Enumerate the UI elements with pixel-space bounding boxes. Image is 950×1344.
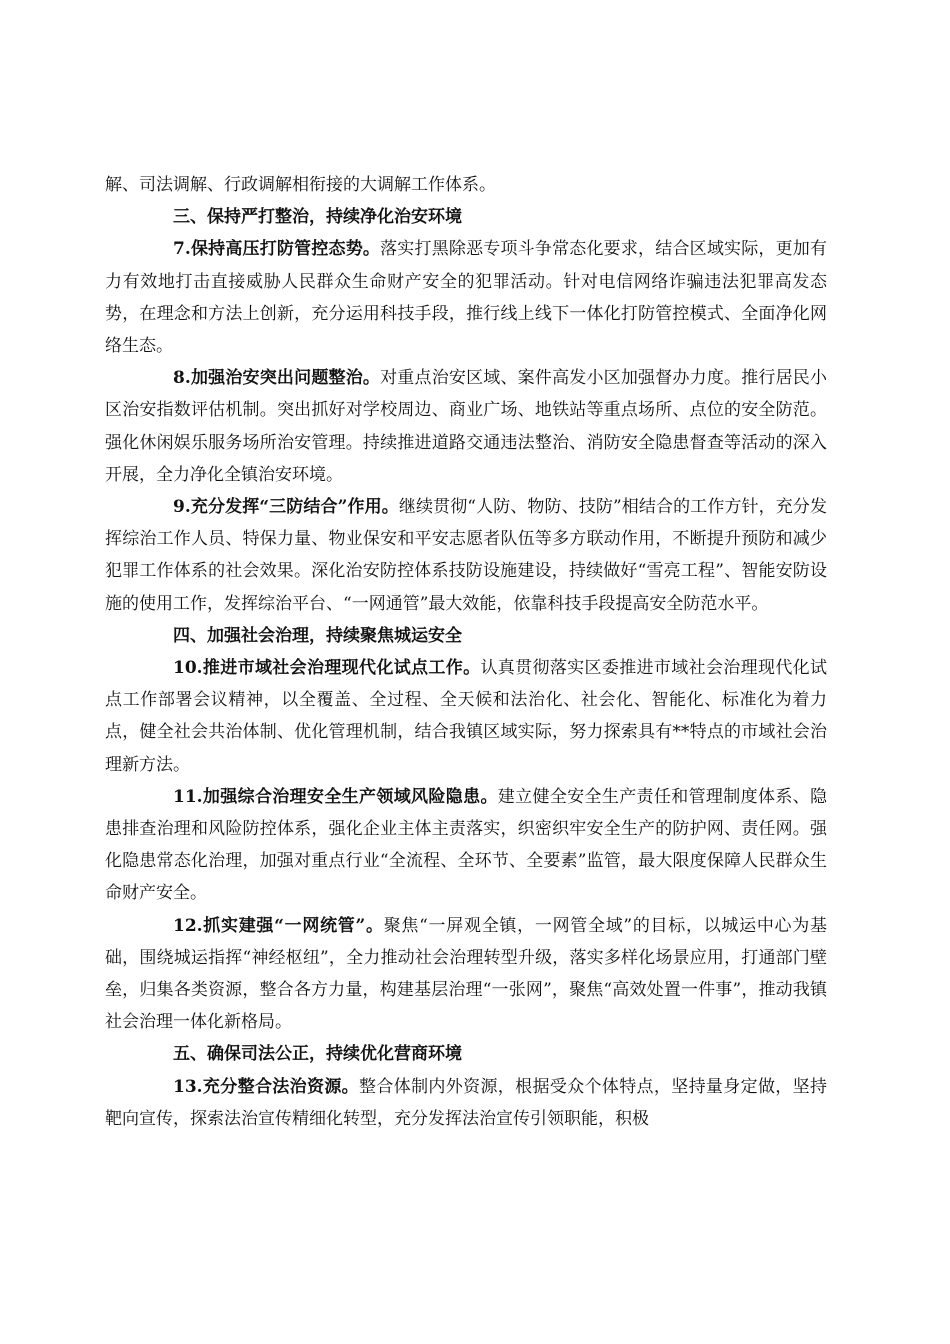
paragraph-item-9 (105, 491, 827, 620)
item-8-body: 对重点治安区域、案件高发小区加强督办力度。推行居民小区治安指数评估机制。突出抓好对学校周边、商业广场、地铁站等重点场所、点位的安全防范。强化休闲娱乐服务场所治安管理。持续推进道路交通违法整治、消防安全隐患督查等活动的深入开展，全力净化全镇治安环境。 (105, 368, 828, 485)
document-body (105, 169, 827, 1135)
item-12-body: 聚焦“一屏观全镇，一网管全域”的目标，以城运中心为基础，围绕城运指挥“神经枢纽”，全力推动社会治理转型升级，落实多样化场景应用，打通部门壁垒，归集各类资源，整合各方力量，构建基层治理“一张网”，聚焦“高效处置一件事”，推动我镇社会治理一体化新格局。 (105, 915, 827, 1033)
item-8-lead: 8.加强治安突出问题整治。 (173, 368, 381, 389)
section-heading-3: 三、保持严打整治，持续净化治安环境 (173, 207, 462, 228)
item-7-body: 落实打黑除恶专项斗争常态化要求，结合区域实际，更加有力有效地打击直接威胁人民群众生命财产安全的犯罪活动。针对电信网络诈骗违法犯罪高发态势，在理念和方法上创新，充分运用科技手段，推行线上线下一体化打防管控模式、全面净化网络生态。 (105, 239, 828, 357)
item-11-lead: 11.加强综合治理安全生产领域风险隐患。 (173, 786, 498, 807)
paragraph-item-8 (105, 362, 827, 491)
item-7-lead: 7.保持高压打防管控态势。 (173, 239, 381, 260)
paragraph-item-7 (105, 233, 827, 362)
paragraph-item-11 (105, 781, 827, 910)
section-heading-5: 五、确保司法公正，持续优化营商环境 (173, 1044, 462, 1065)
item-10-lead: 10.推进市域社会治理现代化试点工作。 (173, 658, 481, 679)
paragraph-item-13 (105, 1071, 827, 1135)
item-10-body: 认真贯彻落实区委推进市域社会治理现代化试点工作部署会议精神，以全覆盖、全过程、全天候和法治化、社会化、智能化、标准化为着力点，健全社会共治体制、优化管理机制，结合我镇区域实际，努力探索具有**特点的市域社会治理新方法。 (105, 658, 828, 775)
paragraph-item-10 (105, 652, 827, 781)
item-9-body: 继续贯彻“人防、物防、技防”相结合的工作方针，充分发挥综治工作人员、特保力量、物业保安和平安志愿者队伍等多方联动作用，不断提升预防和减少犯罪工作体系的社会效果。深化治安防控体系技防设施建设，持续做好“雪亮工程”、智能安防设施的使用工作，发挥综治平台、“一网通管”最大效能，依靠科技手段提高安全防范水平。 (105, 497, 827, 614)
item-9-lead: 9.充分发挥“三防结合”作用。 (173, 497, 399, 518)
continuation-paragraph: 解、司法调解、行政调解相衔接的大调解工作体系。 (105, 175, 496, 195)
paragraph-item-12 (105, 910, 827, 1039)
item-13-body: 整合体制内外资源，根据受众个体特点，坚持量身定做，坚持靶向宣传，探索法治宣传精细化转型，充分发挥法治宣传引领职能，积极 (105, 1076, 828, 1129)
item-13-lead: 13.充分整合法治资源。 (173, 1076, 360, 1097)
section-heading-4: 四、加强社会治理，持续聚焦城运安全 (173, 625, 462, 646)
item-11-body: 建立健全安全生产责任和管理制度体系、隐患排查治理和风险防控体系，强化企业主体主责落实，织密织牢安全生产的防护网、责任网。强化隐患常态化治理，加强对重点行业“全流程、全环节、全要素”监管，最大限度保障人民群众生命财产安全。 (105, 786, 828, 904)
item-12-lead: 12.抓实建强“一网统管”。 (173, 915, 384, 936)
